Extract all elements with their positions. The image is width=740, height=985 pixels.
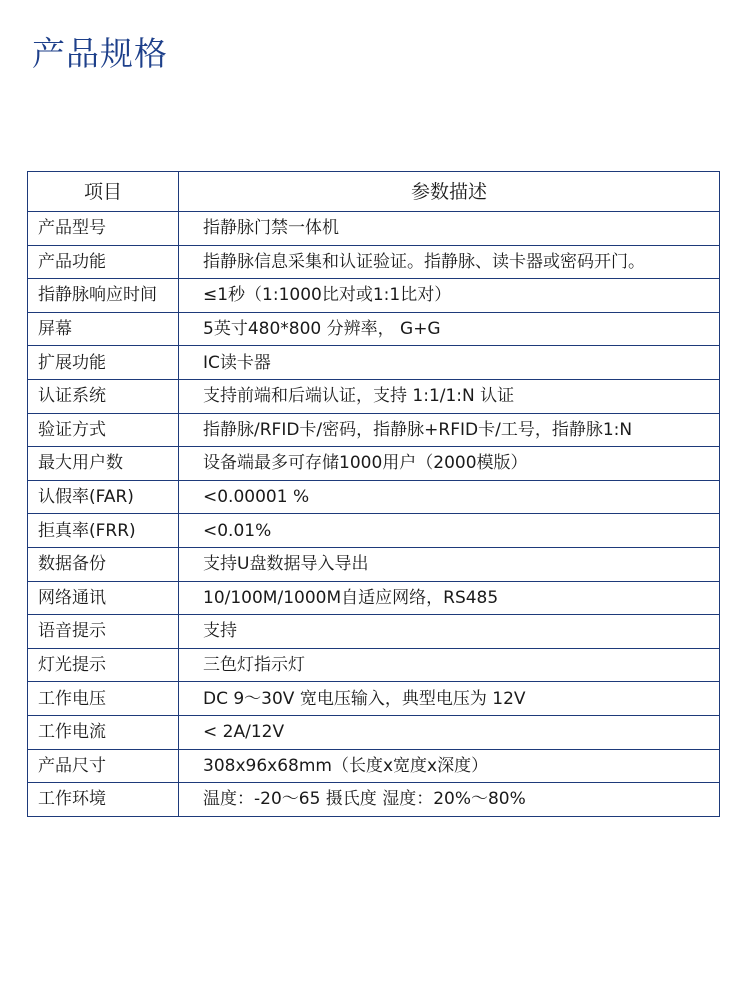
table-row	[28, 682, 720, 716]
table-row	[28, 749, 720, 783]
table-row	[28, 514, 720, 548]
table-row	[28, 312, 720, 346]
item-cell: 拒真率(FRR)	[28, 514, 179, 548]
item-cell: 数据备份	[28, 547, 179, 581]
table-row	[28, 413, 720, 447]
item-cell: 语音提示	[28, 615, 179, 649]
table-row	[28, 715, 720, 749]
item-cell: 扩展功能	[28, 346, 179, 380]
table-row	[28, 346, 720, 380]
value-cell: 设备端最多可存储1000用户（2000模版）	[179, 447, 720, 481]
value-cell: 支持	[179, 615, 720, 649]
table-header-row	[28, 172, 720, 212]
table-row	[28, 279, 720, 313]
value-cell: 温度：-20～65 摄氏度 湿度：20%～80%	[179, 783, 720, 817]
item-cell: 认假率(FAR)	[28, 480, 179, 514]
value-cell: 10/100M/1000M自适应网络，RS485	[179, 581, 720, 615]
table-row	[28, 648, 720, 682]
table-row	[28, 480, 720, 514]
table-row	[28, 245, 720, 279]
spec-table	[27, 171, 720, 817]
item-cell: 验证方式	[28, 413, 179, 447]
table-row	[28, 447, 720, 481]
item-cell: 认证系统	[28, 379, 179, 413]
table-row	[28, 547, 720, 581]
page-title: 产品规格	[32, 34, 168, 73]
value-cell: 308x96x68mm（长度x宽度x深度）	[179, 749, 720, 783]
value-cell: 支持U盘数据导入导出	[179, 547, 720, 581]
item-cell: 产品型号	[28, 212, 179, 246]
item-cell: 指静脉响应时间	[28, 279, 179, 313]
header-item: 项目	[28, 172, 179, 212]
value-cell: 支持前端和后端认证，支持 1:1/1:N 认证	[179, 379, 720, 413]
item-cell: 产品功能	[28, 245, 179, 279]
table-row	[28, 783, 720, 817]
value-cell: <0.01%	[179, 514, 720, 548]
value-cell: 5英寸480*800 分辨率， G+G	[179, 312, 720, 346]
value-cell: ≤1秒（1:1000比对或1:1比对）	[179, 279, 720, 313]
item-cell: 工作环境	[28, 783, 179, 817]
value-cell: <0.00001 %	[179, 480, 720, 514]
table-row	[28, 615, 720, 649]
table-row	[28, 379, 720, 413]
table-row	[28, 212, 720, 246]
item-cell: 网络通讯	[28, 581, 179, 615]
item-cell: 最大用户数	[28, 447, 179, 481]
value-cell: 指静脉/RFID卡/密码，指静脉+RFID卡/工号，指静脉1:N	[179, 413, 720, 447]
value-cell: DC 9～30V 宽电压输入，典型电压为 12V	[179, 682, 720, 716]
header-parameter-description: 参数描述	[179, 172, 720, 212]
value-cell: < 2A/12V	[179, 715, 720, 749]
value-cell: 指静脉门禁一体机	[179, 212, 720, 246]
item-cell: 产品尺寸	[28, 749, 179, 783]
table-row	[28, 581, 720, 615]
item-cell: 工作电压	[28, 682, 179, 716]
value-cell: IC读卡器	[179, 346, 720, 380]
item-cell: 灯光提示	[28, 648, 179, 682]
value-cell: 指静脉信息采集和认证验证。指静脉、读卡器或密码开门。	[179, 245, 720, 279]
item-cell: 工作电流	[28, 715, 179, 749]
item-cell: 屏幕	[28, 312, 179, 346]
value-cell: 三色灯指示灯	[179, 648, 720, 682]
